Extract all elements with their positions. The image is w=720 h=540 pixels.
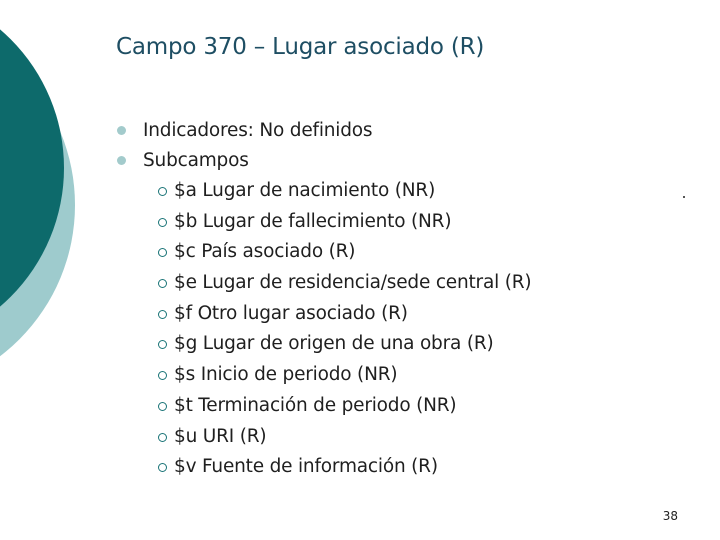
decorative-circles — [0, 0, 80, 400]
bullet-list — [116, 116, 531, 483]
subfield-text: $e Lugar de residencia/sede central (R) — [174, 272, 532, 294]
subfield-item — [116, 207, 531, 238]
subfield-group — [116, 176, 531, 483]
subfield-item — [116, 422, 531, 453]
bullet-ring-icon — [158, 402, 167, 411]
page-number: 38 — [662, 509, 678, 523]
bullet-ring-icon — [158, 371, 167, 380]
bullet-ring-icon — [158, 340, 167, 349]
bullet-ring-icon — [158, 218, 167, 227]
subfield-text: $s Inicio de periodo (NR) — [174, 364, 398, 386]
subfield-item — [116, 237, 531, 268]
slide-title: Campo 370 – Lugar asociado (R) — [116, 34, 485, 60]
bullet-ring-icon — [158, 433, 167, 442]
bullet-ring-icon — [158, 248, 167, 257]
list-item — [116, 116, 531, 146]
bullet-ring-icon — [158, 310, 167, 319]
subfield-item — [116, 176, 531, 207]
list-item — [116, 146, 531, 176]
subfield-item — [116, 452, 531, 483]
subfield-text: $b Lugar de fallecimiento (NR) — [174, 210, 452, 232]
bullet-ring-icon — [158, 279, 167, 288]
subfield-text: $f Otro lugar asociado (R) — [174, 302, 408, 324]
bullet-ring-icon — [158, 463, 167, 472]
bullet-dot-icon — [117, 126, 126, 135]
subfield-item — [116, 268, 531, 299]
subfield-item — [116, 329, 531, 360]
stray-dot — [683, 196, 685, 198]
subfield-text: $g Lugar de origen de una obra (R) — [174, 333, 494, 355]
bullet-ring-icon — [158, 187, 167, 196]
bullet-dot-icon — [117, 156, 126, 165]
subfield-text: $c País asociado (R) — [174, 241, 356, 263]
subfield-item — [116, 360, 531, 391]
list-item-text: Indicadores: No definidos — [143, 120, 373, 141]
subfield-text: $v Fuente de información (R) — [174, 456, 438, 478]
subfield-text: $u URI (R) — [174, 425, 267, 447]
subfield-text: $t Terminación de periodo (NR) — [174, 394, 457, 416]
subfield-item — [116, 299, 531, 330]
subfield-text: $a Lugar de nacimiento (NR) — [174, 180, 436, 201]
subfield-item — [116, 391, 531, 422]
list-item-text: Subcampos — [143, 150, 249, 171]
subfield-list — [116, 176, 531, 483]
